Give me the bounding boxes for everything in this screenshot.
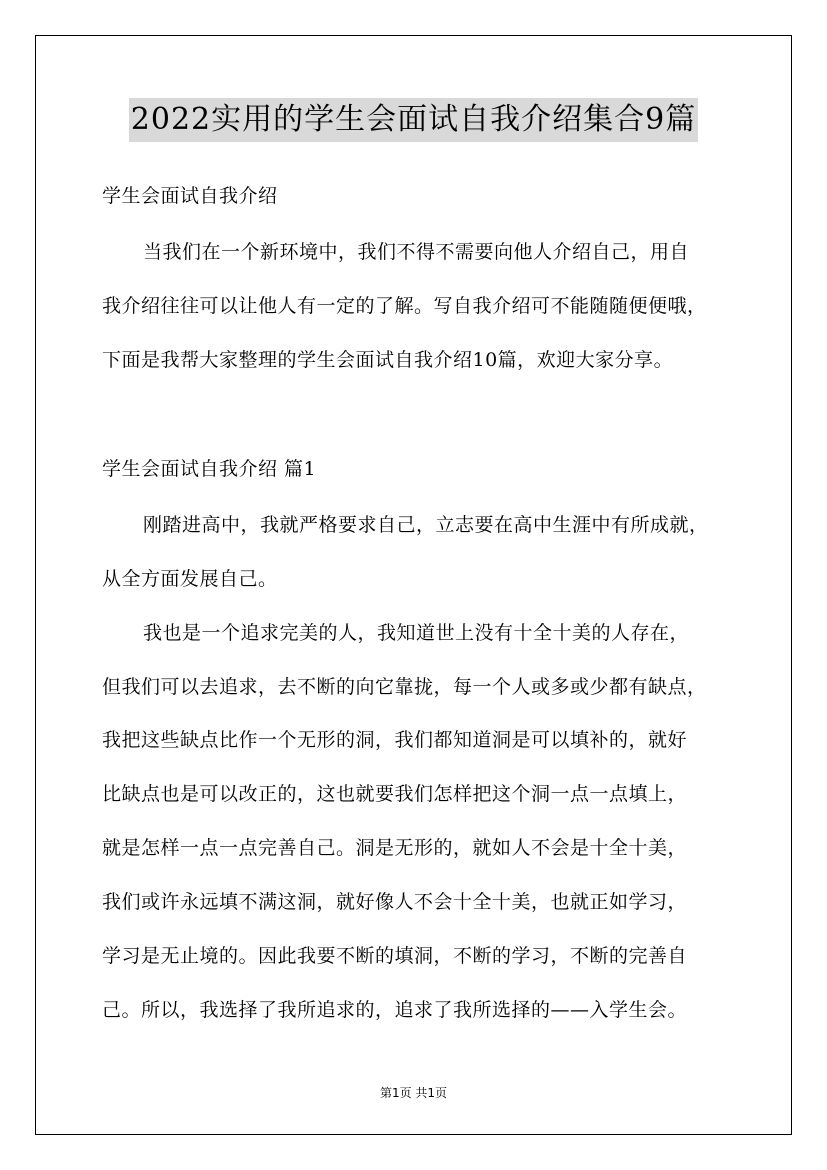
para2-line-8: 己。所以，我选择了我所追求的，追求了我所选择的——入学生会。 [102, 999, 688, 1021]
para1-line-2: 从全方面发展自己。 [102, 568, 278, 590]
para2-line-6: 我们或许永远填不满这洞，就好像人不会十全十美，也就正如学习， [102, 891, 688, 913]
para1-line-1: 刚踏进高中，我就严格要求自己，立志要在高中生涯中有所成就， [143, 514, 709, 536]
para2-line-3: 我把这些缺点比作一个无形的洞，我们都知道洞是可以填补的，就好 [102, 729, 688, 751]
para2-line-4: 比缺点也是可以改正的，这也就要我们怎样把这个洞一点一点填上， [102, 783, 688, 805]
document-title: 2022实用的学生会面试自我介绍集合9篇 [129, 98, 698, 142]
title-container [0, 98, 827, 142]
article-heading: 学生会面试自我介绍 篇1 [102, 458, 317, 480]
intro-line-2: 我介绍往往可以让他人有一定的了解。写自我介绍可不能随随便便哦， [102, 295, 707, 317]
para2-line-5: 就是怎样一点一点完善自己。洞是无形的，就如人不会是十全十美， [102, 837, 688, 859]
para2-line-2: 但我们可以去追求，去不断的向它靠拢，每一个人或多或少都有缺点， [102, 676, 707, 698]
intro-line-3: 下面是我帮大家整理的学生会面试自我介绍10篇，欢迎大家分享。 [102, 349, 674, 371]
page-footer: 第1页 共1页 [379, 1086, 448, 1100]
para2-line-7: 学习是无止境的。因此我要不断的填洞，不断的学习，不断的完善自 [102, 945, 688, 967]
para2-line-1: 我也是一个追求完美的人，我知道世上没有十全十美的人存在， [143, 622, 690, 644]
intro-line-1: 当我们在一个新环境中，我们不得不需要向他人介绍自己，用自 [143, 241, 690, 263]
section-heading: 学生会面试自我介绍 [102, 185, 278, 207]
